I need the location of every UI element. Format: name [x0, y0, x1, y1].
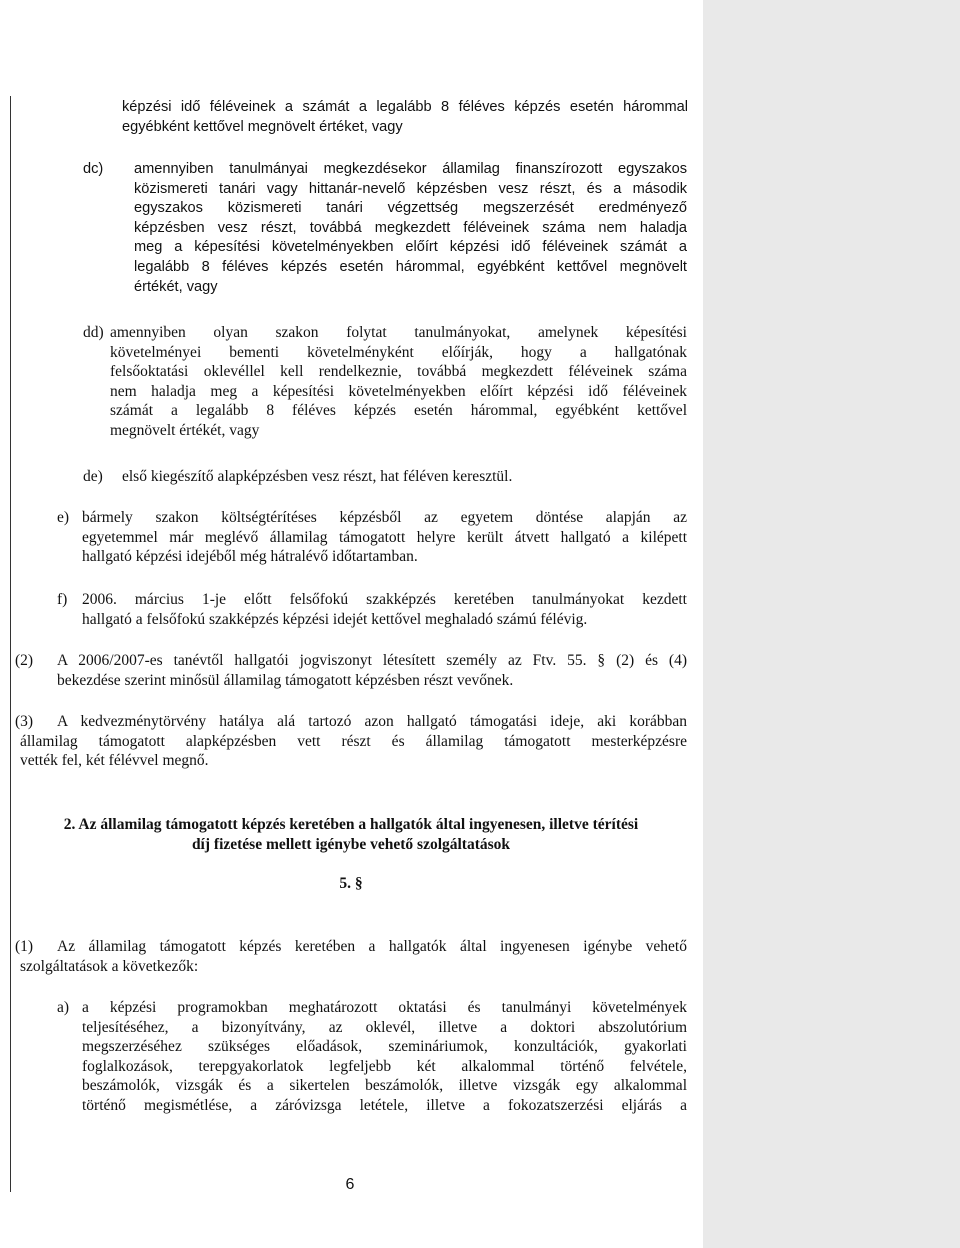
paragraph-2-first-line — [57, 651, 687, 671]
item-label-dd: dd) — [83, 324, 104, 341]
text-line: értékét, vagy — [134, 278, 218, 295]
paragraph-label-5-1: (1) — [15, 938, 34, 955]
text-line: A kedvezménytörvény hatálya alá tartozó azon hallgató támogatási ideje, aki korábban — [57, 713, 687, 730]
text-line: közismereti tanári vagy hittanár-nevelő képzésben vesz részt, és a második — [134, 180, 687, 197]
item-label-a: a) — [57, 999, 70, 1016]
text-line: történő megismétlése, a záróvizsga letétele, illetve a fokozatszerzési eljárás a — [82, 1096, 687, 1114]
item-label-dc: dc) — [83, 161, 104, 177]
text-line: első kiegészítő alapképzésben vesz részt, hat féléven keresztül. — [122, 468, 513, 485]
text-line: bekezdése szerint minősül államilag támogatott képzésben részt vevőnek. — [57, 671, 514, 689]
change-bar — [10, 96, 11, 1176]
text-line: A 2006/2007-es tanévtől hallgatói jogviszonyt létesített személy az Ftv. 55. § (2) és (4) — [57, 652, 687, 669]
item-label-f: f) — [57, 591, 68, 608]
text-line: felsőoktatási oklevéllel kell rendelkeznie, továbbá megkezdett féléveinek száma — [110, 363, 687, 381]
text-line: 2006. március 1-je előtt felsőfokú szakképzés keretében tanulmányokat kezdett — [82, 591, 687, 608]
text-line: teljesítéséhez, a bizonyítvány, az oklevél, illetve a doktori abszolutórium — [82, 1018, 687, 1036]
text-line: képzési idő féléveinek a számát a legalább 8 féléves képzés esetén hárommal — [122, 99, 688, 115]
text-line: nem haladja meg a képesítési követelményekben előírt képzési idő féléveinek — [110, 382, 687, 400]
text-line: foglalkozások, terepgyakorlatok legfeljebb két alkalommal történő felvétele, — [82, 1057, 687, 1075]
text-line: egyetemmel már meglévő államilag támogatott helyre került átvett hallgató a kilépett — [82, 528, 687, 546]
text-line: követelményei bementi követelményként előírják, hogy a hallgatónak — [110, 343, 687, 361]
text-line: hallgató képzési idejéből még hátralévő időtartamban. — [82, 548, 418, 566]
text-line: szolgáltatások a következők: — [20, 957, 199, 975]
text-line: Az államilag támogatott képzés keretében a hallgatók által ingyenesen igénybe vehető — [57, 938, 687, 955]
paragraph-label-2: (2) — [15, 652, 34, 669]
text-line: meg a képesítési követelményekben előírt képzési idő féléveinek számát a — [134, 239, 687, 256]
text-line: amennyiben olyan szakon folytat tanulmányokat, amelynek képesítési — [110, 324, 687, 341]
paragraph-label-3: (3) — [15, 713, 34, 730]
comment-margin — [703, 0, 960, 1248]
text-line: képzésben vesz részt, továbbá megkezdett féléveinek száma nem haladja — [134, 219, 687, 236]
item-de-text — [122, 467, 688, 487]
text-line: bármely szakon költségtérítéses képzésből az egyetem döntése alapján az — [82, 509, 687, 526]
text-line: hallgató a felsőfokú szakképzés képzési idejét kettővel meghaladó számú félévig. — [82, 610, 588, 628]
text-line: beszámolók, vizsgák és a sikertelen beszámolók, illetve vizsgák egy alkalommal — [82, 1077, 687, 1095]
text-line: egyébként kettővel megnövelt értéket, vagy — [122, 118, 403, 135]
text-line: megszerzéséhez szükséges előadások, szemináriumok, konzultációk, gyakorlati — [82, 1038, 687, 1056]
paragraph-5-1-first-line — [57, 937, 687, 957]
section-number: 5. § — [339, 875, 363, 892]
change-bar — [10, 1170, 11, 1192]
item-label-e: e) — [57, 509, 70, 526]
item-a-text — [82, 998, 687, 1116]
text-line: számát a legalább 8 féléves képzés esetén hárommal, egyébként kettővel — [110, 402, 687, 420]
text-line: a képzési programokban meghatározott oktatási és tanulmányi követelmények — [82, 999, 687, 1016]
item-f-text — [82, 590, 687, 629]
item-label-de: de) — [83, 468, 103, 485]
paragraph-2-text — [57, 671, 687, 691]
item-dc-text — [134, 160, 687, 297]
paragraph-3-text — [20, 732, 687, 771]
paragraph-3-first-line — [57, 712, 687, 732]
text-line: államilag támogatott alapképzésben vett részt és államilag támogatott mesterképzésre — [20, 732, 687, 750]
text-line: megnövelt értékét, vagy — [110, 421, 260, 439]
continuation-paragraph — [122, 98, 688, 137]
text-line: egyszakos közismereti tanári végzettség megszerzését eredményező — [134, 200, 687, 217]
heading-line: díj fizetése mellett igénybe vehető szolgáltatások — [191, 836, 511, 853]
item-e-text — [82, 508, 687, 567]
text-line: amennyiben tanulmányai megkezdésekor államilag finanszírozott egyszakos — [134, 161, 687, 177]
heading-line: 2. Az államilag támogatott képzés keretében a hallgatók által ingyenesen, illetve térítési — [63, 816, 639, 833]
paragraph-5-1-text — [20, 957, 687, 977]
section-heading — [20, 815, 682, 855]
text-line: legalább 8 féléves képzés esetén hárommal, egyébként kettővel megnövelt — [134, 258, 687, 275]
item-dd-text — [110, 323, 687, 441]
page-number: 6 — [345, 1176, 355, 1193]
text-line: vették fel, két félévvel megnő. — [20, 752, 209, 770]
